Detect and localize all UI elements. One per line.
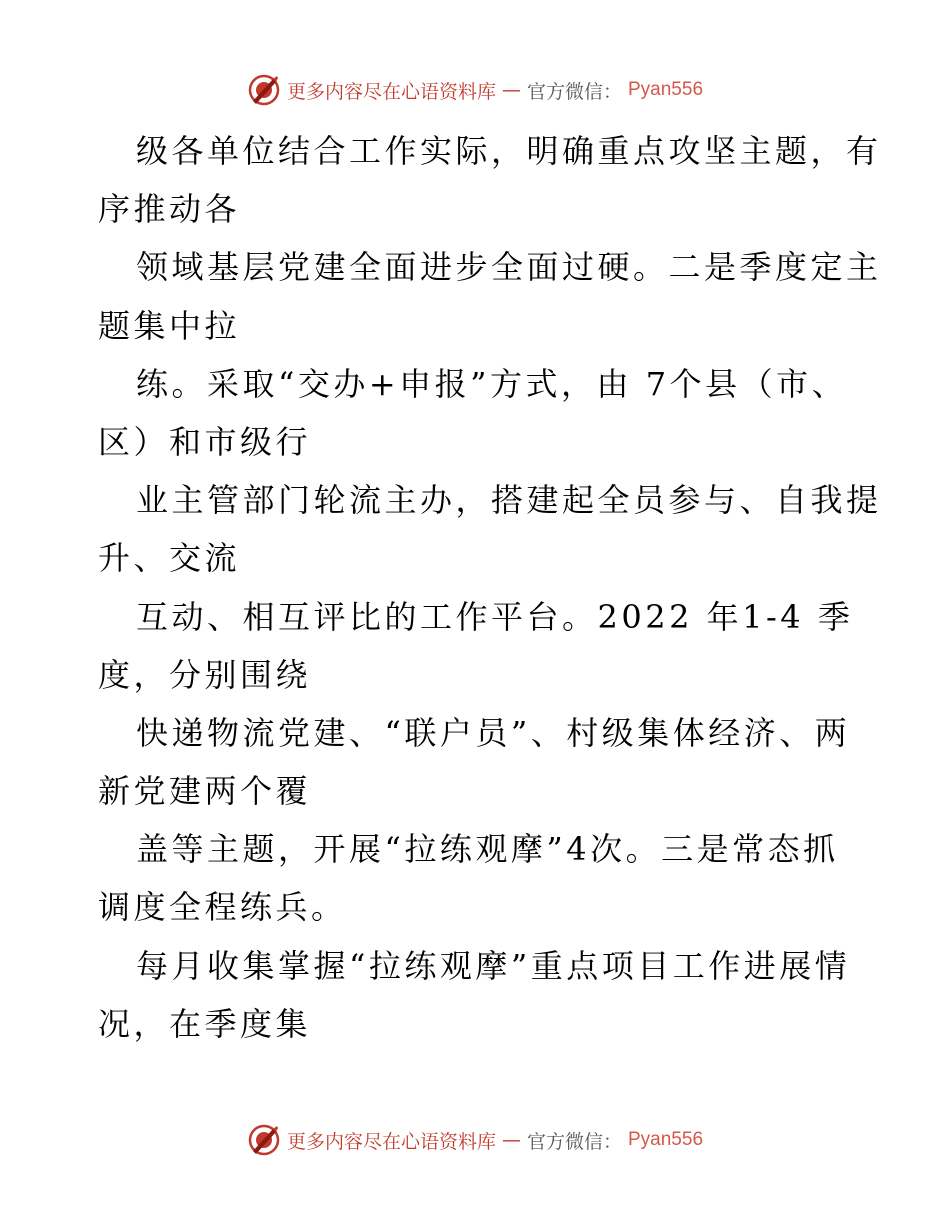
paragraph-line: 级各单位结合工作实际，明确重点攻坚主题，有 xyxy=(136,132,882,170)
document-body xyxy=(98,122,882,1053)
watermark-site-text: 更多内容尽在心语资料库 xyxy=(286,80,496,103)
watermark-dash: — xyxy=(501,1129,521,1151)
paragraph-line: 升、交流 xyxy=(98,539,241,578)
watermark-official-label: 官方微信： xyxy=(526,1130,622,1153)
paragraph-line: 题集中拉 xyxy=(98,306,241,345)
watermark-official-label: 官方微信： xyxy=(526,80,622,103)
paragraph-line: 盖等主题，开展“拉练观摩”4次。三是常态抓 xyxy=(136,830,839,869)
paragraph-line: 互动、相互评比的工作平台。2022 年1-4 季 xyxy=(136,597,854,636)
paragraph-line: 快递物流党建、“联户员”、村级集体经济、两 xyxy=(136,713,851,752)
watermark-dash: — xyxy=(501,79,521,101)
paragraph-line: 练。采取“交办+申报”方式，由 7个县（市、 xyxy=(136,364,848,403)
paragraph-line: 区）和市级行 xyxy=(98,422,312,461)
watermark-wechat-id: Pyan556 xyxy=(628,1129,704,1150)
paragraph-line: 业主管部门轮流主办，搭建起全员参与、自我提 xyxy=(136,481,882,520)
paragraph-line: 每月收集掌握“拉练观摩”重点项目工作进展情 xyxy=(136,946,851,985)
watermark-wechat-id: Pyan556 xyxy=(628,79,704,100)
paragraph-line: 领域基层党建全面进步全面过硬。二是季度定主 xyxy=(136,248,882,287)
quill-pen-seal-icon xyxy=(247,1123,281,1157)
footer-watermark xyxy=(0,1122,950,1158)
paragraph-line: 调度全程练兵。 xyxy=(98,888,347,927)
paragraph-line: 度，分别围绕 xyxy=(98,655,312,694)
paragraph-line: 序推动各 xyxy=(98,190,241,229)
quill-pen-seal-icon xyxy=(247,73,281,107)
paragraph-line: 新党建两个覆 xyxy=(98,772,312,811)
watermark-site-text: 更多内容尽在心语资料库 xyxy=(286,1130,496,1153)
header-watermark xyxy=(0,72,950,108)
paragraph-line: 况，在季度集 xyxy=(98,1004,312,1043)
